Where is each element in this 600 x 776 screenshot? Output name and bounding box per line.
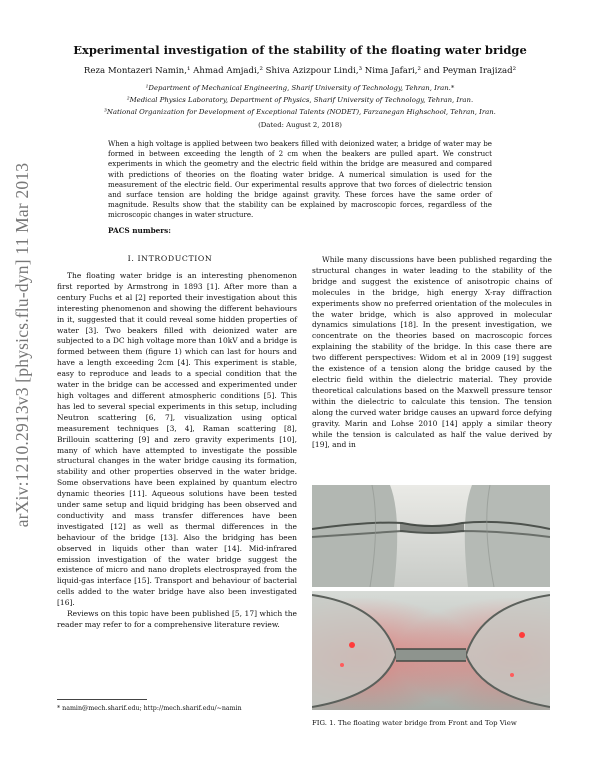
date-line: (Dated: August 2, 2018) [258,121,342,129]
intro-paragraph-1: The floating water bridge is an interesting phenomenon first reported by Armstrong in 1893 [1]. After more than a century Fuchs et al [2] reported their investigation about this interesting phenomenon and showing the different behaviours in it, suggested that it could reveal some hidden properties of water [3]. Two beakers filled with deionized water are subjected to a DC high voltage more than 10kV and a bridge is formed between them (figure 1) which can last for hours and have a length exceeding 2cm [4]. This experiment is stable, easy to reproduce and leads to a special condition that the water in the bridge can be accessed and experimented under high voltages and different atmospheric conditions [5]. This has led to several special experiments in this setup, including Neutron scattering [6, 7], visualization using optical measurement techniques [3, 4], Raman scattering [8], Brillouin scattering [9] and zero gravity experiments [10], many of which have attempted to investigate the possible structural changes in the water bridge causing its formation, stability and other properties observed in the water bridge. Some observations have been explained by quantum electro dynamic theories [11]. Aqueous solutions have been tested under same setup and liquid bridging has been observed and conductivity and mass transfer differences have been investigated [12] as well as thermal differences in the behaviour of the bridge [13]. Also the bridging has been observed in liquids other than water [14]. Mid-infrared emission investigation of the water bridge suggest the existence of micro and nano droplets electrosprayed from the liquid-gas interface [15]. Transport and behaviour of bacterial cells added to the water bridge have also been investigated [16]. [57,271,297,608]
pacs-numbers: PACS numbers: [108,226,171,235]
affiliation-2: ²Medical Physics Laboratory, Department of Physics, Sharif University of Technology, Tehran, Iran. [126,96,474,104]
section-heading-introduction: I. INTRODUCTION [127,254,213,263]
abstract: When a high voltage is applied between two beakers filled with deionized water, a bridge of water may be formed in between exceeding the length of 2 cm when the beakers are pulled apart. We construct experiments in which the geometry and the electric field within the bridge are measured and compared with predictions of theories on the floating water bridge. A numerical simulation is used for the measurement of the electric field. Our experimental results approve that two forces of dielectric tension and surface tension are holding the bridge against gravity. These forces have the same order of magnitude. Results show that the stability can be explained by macroscopic forces, regardless of the microscopic changes in water structure. [108,139,492,220]
footnote-divider [57,699,147,700]
arxiv-stamp [2,95,42,595]
intro-paragraph-2: Reviews on this topic have been published [5, 17] which the reader may refer to for a comprehensive literature review. [57,609,297,629]
arxiv-stamp-text: arXiv:1210.2913v3 [physics.flu-dyn] 11 Mar 2013 [12,162,32,528]
paper-title: Experimental investigation of the stability of the floating water bridge [73,43,527,57]
footnote: * namin@mech.sharif.edu; http://mech.sharif.edu/~namin [57,705,242,712]
author-list: Reza Montazeri Namin,¹ Ahmad Amjadi,² Shiva Azizpour Lindi,³ Nima Jafari,² and Peyman Irajizad² [83,66,517,76]
intro-paragraph-3: While many discussions have been published regarding the structural changes in water leading to the stability of the bridge and suggest the existence of anisotropic chains of molecules in the bridge, high energy X-ray diffraction experiments show no preferred orientation of the molecules in the water bridge, which is also approved in molecular dynamics simulations [18]. In the present investigation, we concentrate on the theories based on macroscopic forces explaining the stability of the bridge. In this case there are two different perspectives: Widom et al in 2009 [19] suggest the existence of a tension along the bridge caused by the electric field within the dielectric material. They provide theoretical calculations based on the Maxwell pressure tensor within the dielectric to calculate this tension. The tension along the curved water bridge causes an upward force defying gravity. Marin and Lohse 2010 [14] apply a similar theory while the tension is calculated as half the value derived by [19], and in [312,255,552,450]
figure-1-photo [312,485,550,710]
affiliation-1: ¹Department of Mechanical Engineering, Sharif University of Technology, Tehran, Iran.* [145,84,455,92]
right-column [312,255,552,451]
affiliation-3: ³National Organization for Development of Exceptional Talents (NODET), Farzanegan Highschool, Tehran, Iran. [104,108,496,116]
left-column [57,271,297,631]
figure-caption: FIG. 1. The floating water bridge from Front and Top View [312,719,517,727]
